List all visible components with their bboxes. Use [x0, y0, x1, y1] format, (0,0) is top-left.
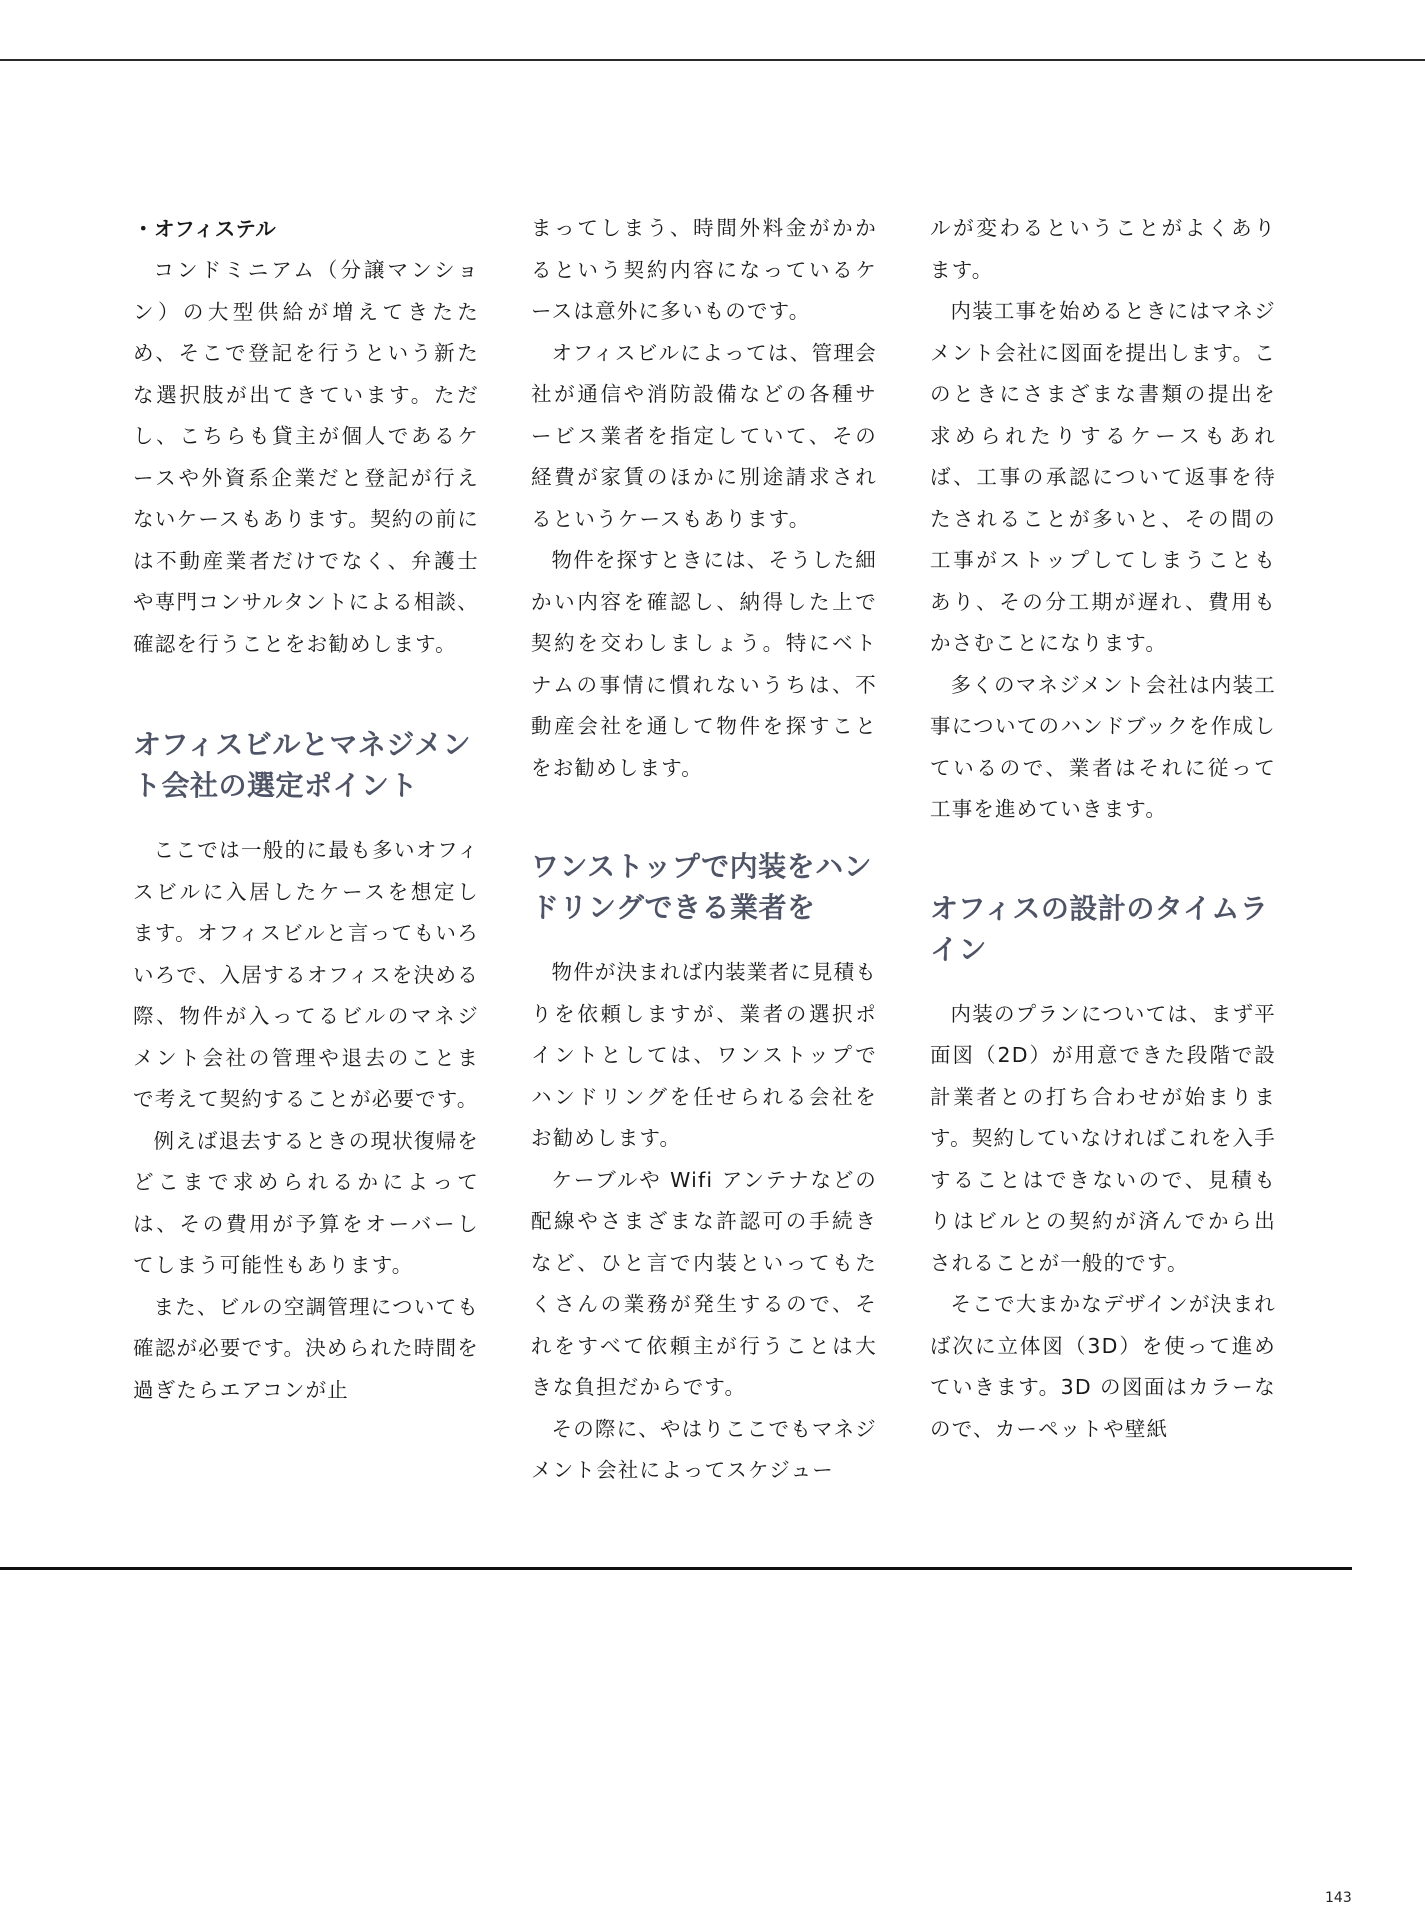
- paragraph: 物件が決まれば内装業者に見積もりを依頼しますが、業者の選択ポイントとしては、ワンストップでハンドリングを任せられる会社をお勧めします。: [531, 960, 877, 1150]
- page-number: 143: [1325, 1890, 1352, 1906]
- paragraph: 例えば退去するときの現状復帰をどこまで求められるかによっては、その費用が予算をオーバーしてしまう可能性もあります。: [133, 1128, 479, 1277]
- section-heading: ワンストップで内装をハンドリングできる業者を: [531, 850, 873, 924]
- section-heading: オフィスの設計のタイムライン: [930, 891, 1269, 966]
- paragraph: 内装工事を始めるときにはマネジメント会社に図面を提出します。このときにさまざまな書類の提出を求められたりするケースもあれば、工事の承認について返事を待たされることが多いと、その間の工事がストップしてしまうこともあり、その分工期が遅れ、費用もかさむことになります。: [930, 299, 1276, 655]
- top-rule: [0, 59, 1425, 61]
- section-heading: オフィスビルとマネジメント会社の選定ポイント: [133, 728, 472, 802]
- paragraph: 多くのマネジメント会社は内装工事についてのハンドブックを作成しているので、業者はそれに従って工事を進めていきます。: [930, 672, 1276, 821]
- bottom-rule: [0, 1567, 1352, 1570]
- text-column-2: [531, 208, 877, 1492]
- text-column-3: [930, 208, 1276, 1450]
- paragraph: また、ビルの空調管理についても確認が必要です。決められた時間を過ぎたらエアコンが止: [133, 1294, 479, 1402]
- paragraph-continued: まってしまう、時間外料金がかかるという契約内容になっているケースは意外に多いものです。: [531, 216, 877, 323]
- paragraph: そこで大まかなデザインが決まれば次に立体図（3D）を使って進めていきます。3D の図面はカラーなので、カーペットや壁紙: [930, 1292, 1276, 1441]
- paragraph: その際に、やはりここでもマネジメント会社によってスケジュー: [531, 1416, 877, 1482]
- paragraph: コンドミニアム（分譲マンション）の大型供給が増えてきたため、そこで登記を行うという新たな選択肢が出てきています。ただし、こちらも貸主が個人であるケースや外資系企業だと登記が行えないケースもあります。契約の前には不動産業者だけでなく、弁護士や専門コンサルタントによる相談、確認を行うことをお勧めします。: [133, 258, 479, 656]
- paragraph: ケーブルや Wifi アンテナなどの配線やさまざまな許認可の手続きなど、ひと言で内装といってもたくさんの業務が発生するので、それをすべて依頼主が行うことは大きな負担だからです。: [531, 1167, 877, 1399]
- paragraph: 内装のプランについては、まず平面図（2D）が用意できた段階で設計業者との打ち合わせが始まります。契約していなければこれを入手することはできないので、見積もりはビルとの契約が済んでから出されることが一般的です。: [930, 1001, 1276, 1275]
- text-column-1: [133, 208, 479, 1411]
- paragraph: 物件を探すときには、そうした細かい内容を確認し、納得した上で契約を交わしましょう。特にベトナムの事情に慣れないうちは、不動産会社を通して物件を探すことをお勧めします。: [531, 548, 877, 780]
- paragraph: オフィスビルによっては、管理会社が通信や消防設備などの各種サービス業者を指定していて、その経費が家賃のほかに別途請求されるというケースもあります。: [531, 340, 877, 531]
- paragraph: ここでは一般的に最も多いオフィスビルに入居したケースを想定します。オフィスビルと言ってもいろいろで、入居するオフィスを決める際、物件が入ってるビルのマネジメント会社の管理や退去のことまで考えて契約することが必要です。: [133, 838, 479, 1111]
- bullet-heading-officetel: ・オフィステル: [133, 217, 277, 241]
- paragraph-continued: ルが変わるということがよくあります。: [930, 216, 1276, 282]
